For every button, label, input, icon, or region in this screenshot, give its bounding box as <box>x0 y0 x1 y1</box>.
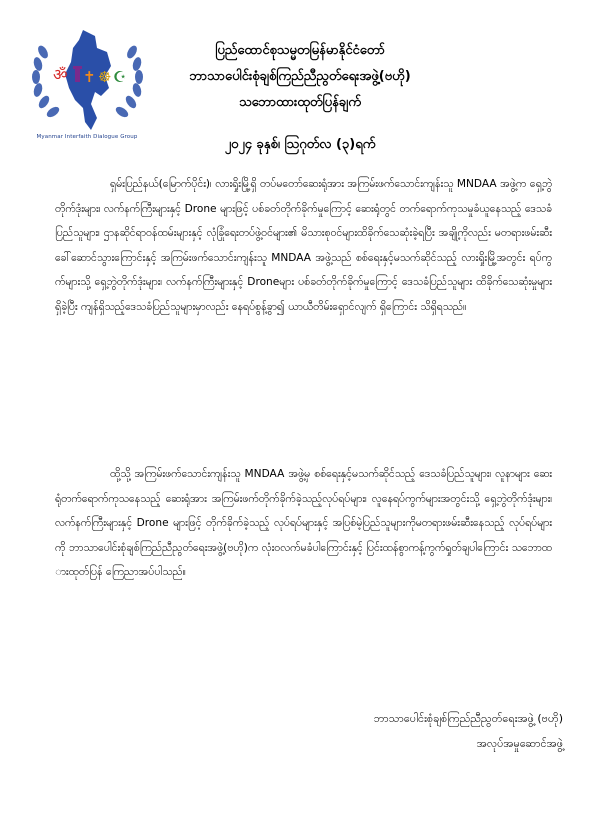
svg-text:☪: ☪ <box>113 68 127 86</box>
svg-text:☸: ☸ <box>98 68 112 86</box>
signature-committee: အလုပ်အမှုဆောင်အဖွဲ့ <box>476 737 563 750</box>
statement-date: ၂၀၂၄ ခုနှစ်၊ ဩဂုတ်လ (၃)ရက် <box>224 137 376 152</box>
svg-text:✝: ✝ <box>83 68 96 86</box>
body-paragraph-1: ရှမ်းပြည်နယ်(မြောက်ပိုင်း)၊ လားရှိုးမြို့ရှိ တပ်မတော်ဆေးရုံအား အကြမ်းဖက်သောင်းကျန်းသူ MNDAA အဖွဲ့က ရှေ့ဘွဲတိုက်ဒုံးများ၊ လက်နက်ကြီးများနှင့် Drone များဖြင့် ပစ်ခတ်တိုက်ခိုက်မှုကြောင့် ဆေးရုံတွင် တက်ရောက်ကုသမှုခံယူနေသည့် ဒေသခံပြည်သူများ၊ ဌာနဆိုင်ရာဝန်ထမ်းများနှင့် လုံခြုံရေးတပ်ဖွဲ့ဝင်များ၏ မိသားစုဝင်များထိခိုက်သေဆုံးခဲ့ရပြီး အချို့ကိုလည်း မတရားဖမ်းဆီးခေါ်ဆောင်သွားကြောင်းနှင့် အကြမ်းဖက်သောင်းကျန်းသူ MNDAA အဖွဲ့သည် စစ်ရေးနှင့်မသက်ဆိုင်သည့် လားရှိုးမြို့အတွင်း ရပ်ကွက်များသို့ ရှေ့ဘွဲတိုက်ဒုံးများ၊ လက်နက်ကြီးများနှင့် Droneများ ပစ်ခတ်တိုက်ခိုက်မှုကြောင့် ဒေသခံပြည်သူများ ထိခိုက်သေဆုံးမှုများရှိခဲ့ပြီး ကျန်ရှိသည့်ဒေသခံပြည်သူများမှာလည်း နေရပ်စွန့်ခွာ၍ ယာယီတိမ်းရှောင်လျက် ရှိကြောင်း သိရှိရသည်။ <box>55 178 552 313</box>
signature-organization: ဘာသာပေါင်းစုံချစ်ကြည်ညီညွတ်ရေးအဖွဲ့ (ဗဟို) <box>373 712 563 725</box>
document-title: သဘောထားထုတ်ပြန်ချက် <box>239 95 361 110</box>
letterhead <box>160 38 440 116</box>
body-paragraph-2: ထို့သို့ အကြမ်းဖက်သောင်းကျန်းသူ MNDAA အဖွဲ့မှ စစ်ရေးနှင့်မသက်ဆိုင်သည့် ဒေသခံပြည်သူများ၊ လူနာများ ဆေးရုံတက်ရောက်ကုသနေသည့် ဆေးရုံအား အကြမ်းဖက်တိုက်ခိုက်ခဲ့သည့်လုပ်ရပ်များ၊ လူနေရပ်ကွက်များအတွင်းသို့ ရှေ့ဘွဲတိုက်ဒုံးများ၊ လက်နက်ကြီးများနှင့် Drone များဖြင့် တိုက်ခိုက်ခဲ့သည့် လုပ်ရပ်များနှင့် အပြစ်မဲ့ပြည်သူများကိုမတရားဖမ်းဆီးနေသည့် လုပ်ရပ်များကို ဘာသာပေါင်းစုံချစ်ကြည်ညီညွတ်ရေးအဖွဲ့(ဗဟို)က လုံးဝလက်မခံပါကြောင်းနှင့် ပြင်းထန်စွာကန့်ကွက်ရှုတ်ချပါကြောင်း သဘောထားထုတ်ပြန် ကြေညာအပ်ပါသည်။ <box>55 468 552 578</box>
logo-caption: Myanmar Interfaith Dialogue Group <box>36 134 138 140</box>
svg-text:ॐ: ॐ <box>53 65 68 84</box>
signature-block <box>374 706 563 756</box>
organization-name: ဘာသာပေါင်းစုံချစ်ကြည်ညီညွတ်ရေးအဖွဲ့(ဗဟို) <box>189 69 411 84</box>
interfaith-map-logo-icon <box>25 22 150 134</box>
country-name: ပြည်ထောင်စုသမ္မတမြန်မာနိုင်ငံတော် <box>215 43 385 58</box>
